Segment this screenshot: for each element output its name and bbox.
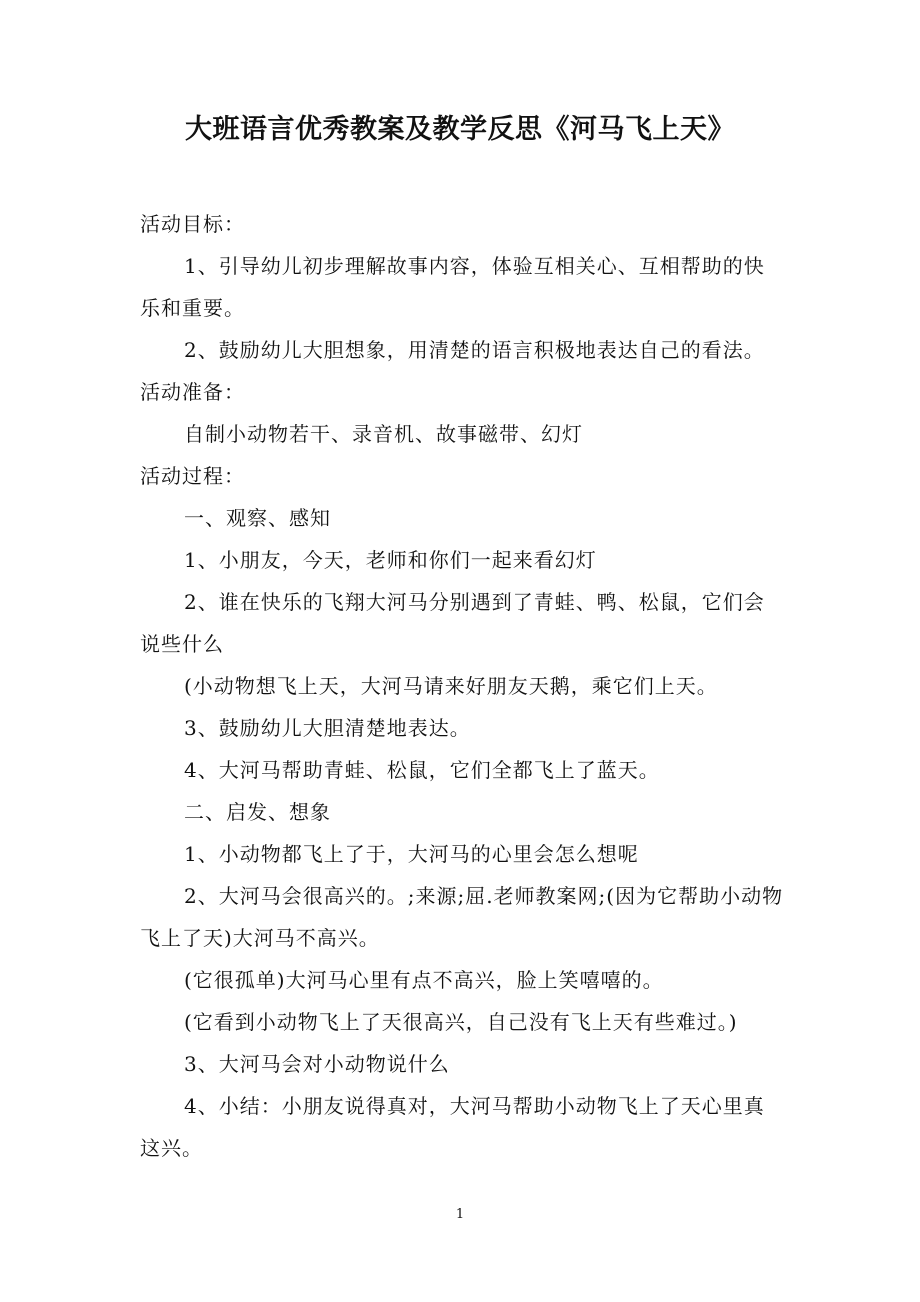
paragraph-line: 2、鼓励幼儿大胆想象，用清楚的语言积极地表达自己的看法。 [184, 338, 765, 362]
section-heading-process: 活动过程： [140, 464, 245, 488]
paragraph-line: 乐和重要。 [140, 296, 245, 320]
paragraph-line: (小动物想飞上天，大河马请来好朋友天鹅，乘它们上天。 [184, 674, 718, 698]
paragraph-line: 1、引导幼儿初步理解故事内容，体验互相关心、互相帮助的快 [184, 254, 765, 278]
paragraph-line: 4、小结：小朋友说得真对，大河马帮助小动物飞上了天心里真 [184, 1094, 765, 1118]
document-title: 大班语言优秀教案及教学反思《河马飞上天》 [185, 114, 735, 145]
document-body [140, 203, 785, 1169]
paragraph-line: 2、大河马会很高兴的。;来源;屈.老师教案网;(因为它帮助小动物 [184, 884, 784, 908]
paragraph-line: 2、谁在快乐的飞翔大河马分别遇到了青蛙、鸭、松鼠，它们会 [184, 590, 765, 614]
paragraph-line: 3、鼓励幼儿大胆清楚地表达。 [184, 716, 471, 740]
paragraph-line: 4、大河马帮助青蛙、松鼠，它们全都飞上了蓝天。 [184, 758, 660, 782]
paragraph-line: (它看到小动物飞上了天很高兴，自己没有飞上天有些难过。) [184, 1010, 738, 1034]
subsection-heading: 一、观察、感知 [184, 506, 331, 530]
paragraph-line: 这兴。 [140, 1136, 203, 1160]
paragraph-line: (它很孤单)大河马心里有点不高兴，脸上笑嘻嘻的。 [184, 968, 664, 992]
paragraph-line: 1、小朋友，今天，老师和你们一起来看幻灯 [184, 548, 597, 572]
section-heading-preparation: 活动准备： [140, 380, 245, 404]
page-number: 1 [455, 1207, 465, 1222]
paragraph-line: 1、小动物都飞上了于，大河马的心里会怎么想呢 [184, 842, 639, 866]
section-heading-goals: 活动目标： [140, 212, 245, 236]
paragraph-line: 3、大河马会对小动物说什么 [184, 1052, 450, 1076]
paragraph-line: 飞上了天)大河马不高兴。 [140, 926, 380, 950]
paragraph-line: 说些什么 [140, 632, 224, 656]
paragraph-line: 自制小动物若干、录音机、故事磁带、幻灯 [184, 422, 583, 446]
subsection-heading: 二、启发、想象 [184, 800, 331, 824]
